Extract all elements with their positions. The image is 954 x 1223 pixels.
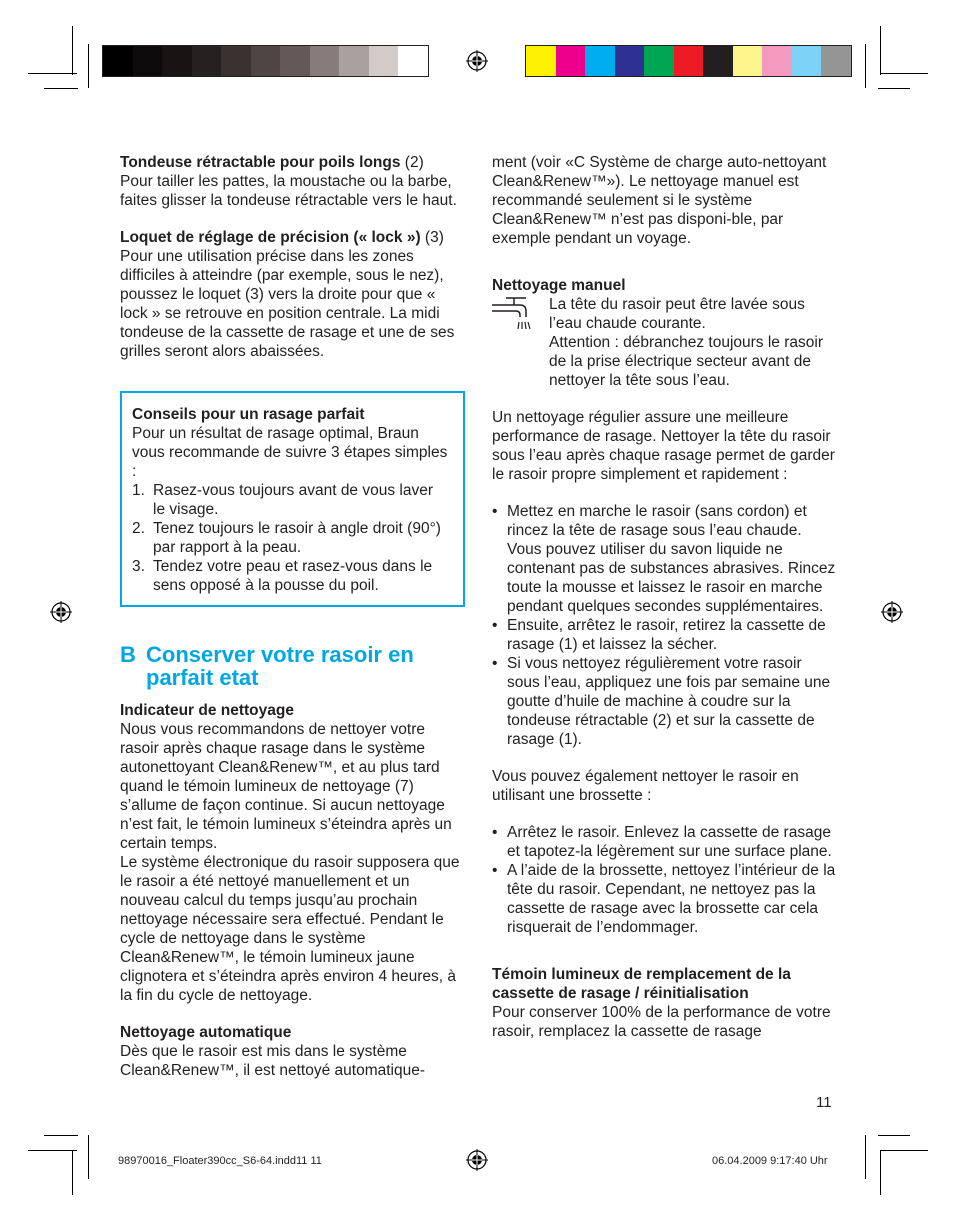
crop-mark (865, 44, 866, 88)
faucet-icon (492, 295, 549, 390)
color-swatch (762, 46, 792, 76)
bullet: • (492, 503, 498, 520)
list-item (132, 481, 449, 519)
list-text: A l’aide de la brossette, nettoyez l’intérieur de la tête du rasoir. Cependant, ne nettoyez pas la cassette de rasage avec la brossette car cela risquerait de l’endommager. (507, 862, 836, 936)
bullet: • (492, 617, 498, 634)
registration-mark-icon (50, 601, 72, 623)
color-swatch (162, 46, 192, 76)
color-swatch (369, 46, 399, 76)
color-swatch (310, 46, 340, 76)
bullet: • (492, 824, 498, 841)
list-number: 1. (132, 482, 145, 499)
tips-list (132, 481, 449, 595)
color-swatch (280, 46, 310, 76)
list-text: Tenez toujours le rasoir à angle droit (90°) par rapport à la peau. (153, 520, 441, 556)
list-item (132, 519, 449, 557)
left-column (120, 153, 465, 1080)
color-swatch (733, 46, 763, 76)
list-item (492, 616, 837, 654)
list-number: 2. (132, 520, 145, 537)
color-swatch (792, 46, 822, 76)
bullet-list (492, 502, 837, 749)
list-item (492, 823, 837, 861)
tips-title: Conseils pour un rasage parfait (132, 406, 365, 423)
page-number: 11 (816, 1094, 832, 1111)
heading-manual-cleaning: Nettoyage manuel (492, 277, 626, 294)
color-swatch (615, 46, 645, 76)
crop-mark (28, 1150, 77, 1151)
crop-mark (44, 1135, 78, 1136)
bullet-list (492, 823, 837, 937)
body-text: Attention : débranchez toujours le rasoir de la prise électrique secteur avant de nettoyer la tête sous l’eau. (549, 334, 823, 389)
bullet: • (492, 862, 498, 879)
list-item (492, 654, 837, 749)
manual-cleaning-block (492, 295, 837, 390)
color-swatch (103, 46, 133, 76)
crop-mark (28, 73, 77, 74)
crop-mark (880, 1150, 928, 1151)
crop-mark (72, 1150, 73, 1195)
color-swatch (398, 46, 428, 76)
list-text: Mettez en marche le rasoir (sans cordon) et rincez la tête de rasage sous l’eau chaude. Vous pouvez utiliser du savon liquide ne contenant pas de substances abrasives. Rincez toute la mousse et laissez le rasoir en marche pendant quelques secondes supplémentaires. (507, 503, 836, 615)
list-item (492, 502, 837, 616)
heading-cleaning-indicator: Indicateur de nettoyage (120, 702, 294, 719)
body-text: Nous vous recommandons de nettoyer votre rasoir après chaque rasage dans le système autonettoyant Clean&Renew™, et au plus tard quand le témoin lumineux de nettoyage (7) s’allume de façon continue. Si aucun nettoyage n’est fait, le témoin lumineux s’éteindra après un certain temps. (120, 721, 452, 852)
color-swatch (703, 46, 733, 76)
body-text: Dès que le rasoir est mis dans le système Clean&Renew™, il est nettoyé automatique- (120, 1043, 425, 1079)
crop-mark (865, 1135, 866, 1179)
body-text: Pour conserver 100% de la performance de votre rasoir, remplacez la cassette de rasage (492, 1004, 831, 1040)
color-swatch (133, 46, 163, 76)
color-swatch (339, 46, 369, 76)
list-text: Ensuite, arrêtez le rasoir, retirez la cassette de rasage (1) et laissez la sécher. (507, 617, 826, 653)
section-title: Conserver votre rasoir en parfait etat (146, 642, 414, 690)
list-item (132, 557, 449, 595)
registration-mark-icon (881, 601, 903, 623)
registration-mark-icon (466, 50, 488, 72)
heading-replacement-indicator: Témoin lumineux de remplacement de la cassette de rasage / réinitialisation (492, 966, 791, 1002)
color-swatch (526, 46, 556, 76)
body-text: Pour une utilisation précise dans les zones difficiles à atteindre (par exemple, sous le nez), poussez le loquet (3) vers la droite pour que « lock » se retrouve en position centrale. La midi tondeuse de la cassette de rasage et une de ses grilles seront alors abaissées. (120, 248, 455, 360)
paragraph-lock (120, 228, 465, 361)
crop-mark (878, 1135, 910, 1136)
body-text: Vous pouvez également nettoyer le rasoir en utilisant une brossette : (492, 768, 799, 804)
crop-mark (72, 26, 73, 75)
crop-mark (880, 26, 881, 75)
color-swatch (585, 46, 615, 76)
color-swatch (821, 46, 851, 76)
manual-cleaning-text (549, 295, 837, 390)
list-item (492, 861, 837, 937)
crop-mark (44, 88, 78, 89)
grayscale-color-bar (102, 45, 429, 77)
body-text: Le système électronique du rasoir supposera que le rasoir a été nettoyé manuellement et un nouveau calcul du temps jusqu’au prochain nettoyage nécessaire sera effectué. Pendant le cycle de nettoyage dans le système Clean&Renew™, le témoin lumineux jaune clignotera et s’éteindra après environ 4 heures, à la fin du cycle de nettoyage. (120, 854, 460, 1004)
heading-lock: Loquet de réglage de précision (« lock ») (120, 229, 421, 246)
body-text: La tête du rasoir peut être lavée sous l’eau chaude courante. (549, 296, 805, 332)
crop-mark (88, 44, 89, 88)
right-column (492, 153, 837, 1041)
bullet: • (492, 655, 498, 672)
registration-mark-icon (466, 1149, 488, 1171)
tips-intro: Pour un résultat de rasage optimal, Braun vous recommande de suivre 3 étapes simples : (132, 425, 448, 480)
list-text: Rasez-vous toujours avant de vous laver le visage. (153, 482, 434, 518)
footer-timestamp: 06.04.2009 9:17:40 Uhr (712, 1155, 828, 1167)
body-text: Pour tailler les pattes, la moustache ou la barbe, faites glisser la tondeuse rétractable vers le haut. (120, 173, 457, 209)
process-color-bar (525, 45, 852, 77)
ref-number: (3) (420, 229, 444, 246)
heading-automatic-cleaning: Nettoyage automatique (120, 1024, 292, 1041)
color-swatch (674, 46, 704, 76)
heading-retractable-trimmer: Tondeuse rétractable pour poils longs (120, 154, 401, 171)
list-text: Si vous nettoyez régulièrement votre rasoir sous l’eau, appliquez une fois par semaine une goutte d’huile de machine à coudre sur la tondeuse rétractable (2) et sur la cassette de rasage (1). (507, 655, 831, 748)
ref-number: (2) (400, 154, 424, 171)
tips-box (120, 391, 465, 607)
color-swatch (192, 46, 222, 76)
section-heading (120, 643, 465, 689)
color-swatch (644, 46, 674, 76)
crop-mark (880, 73, 928, 74)
list-text: Arrêtez le rasoir. Enlevez la cassette de rasage et tapotez-la légèrement sur une surface plane. (507, 824, 832, 860)
body-text: ment (voir «C Système de charge auto-nettoyant Clean&Renew™»). Le nettoyage manuel est recommandé seulement si le système Clean&Renew™ n’est pas disponi-ble, par exemple pendant un voyage. (492, 154, 827, 247)
crop-mark (878, 88, 910, 89)
crop-mark (880, 1150, 881, 1195)
color-swatch (251, 46, 281, 76)
paragraph-retractable-trimmer (120, 153, 465, 210)
section-letter: B (120, 642, 136, 667)
color-swatch (221, 46, 251, 76)
list-text: Tendez votre peau et rasez-vous dans le sens opposé à la pousse du poil. (153, 558, 433, 594)
body-text: Un nettoyage régulier assure une meilleure performance de rasage. Nettoyer la tête du rasoir sous l’eau après chaque rasage permet de garder le rasoir propre simplement et rapidement : (492, 409, 835, 483)
color-swatch (556, 46, 586, 76)
list-number: 3. (132, 558, 145, 575)
footer-filename: 98970016_Floater390cc_S6-64.indd11 11 (118, 1155, 322, 1167)
crop-mark (88, 1135, 89, 1179)
